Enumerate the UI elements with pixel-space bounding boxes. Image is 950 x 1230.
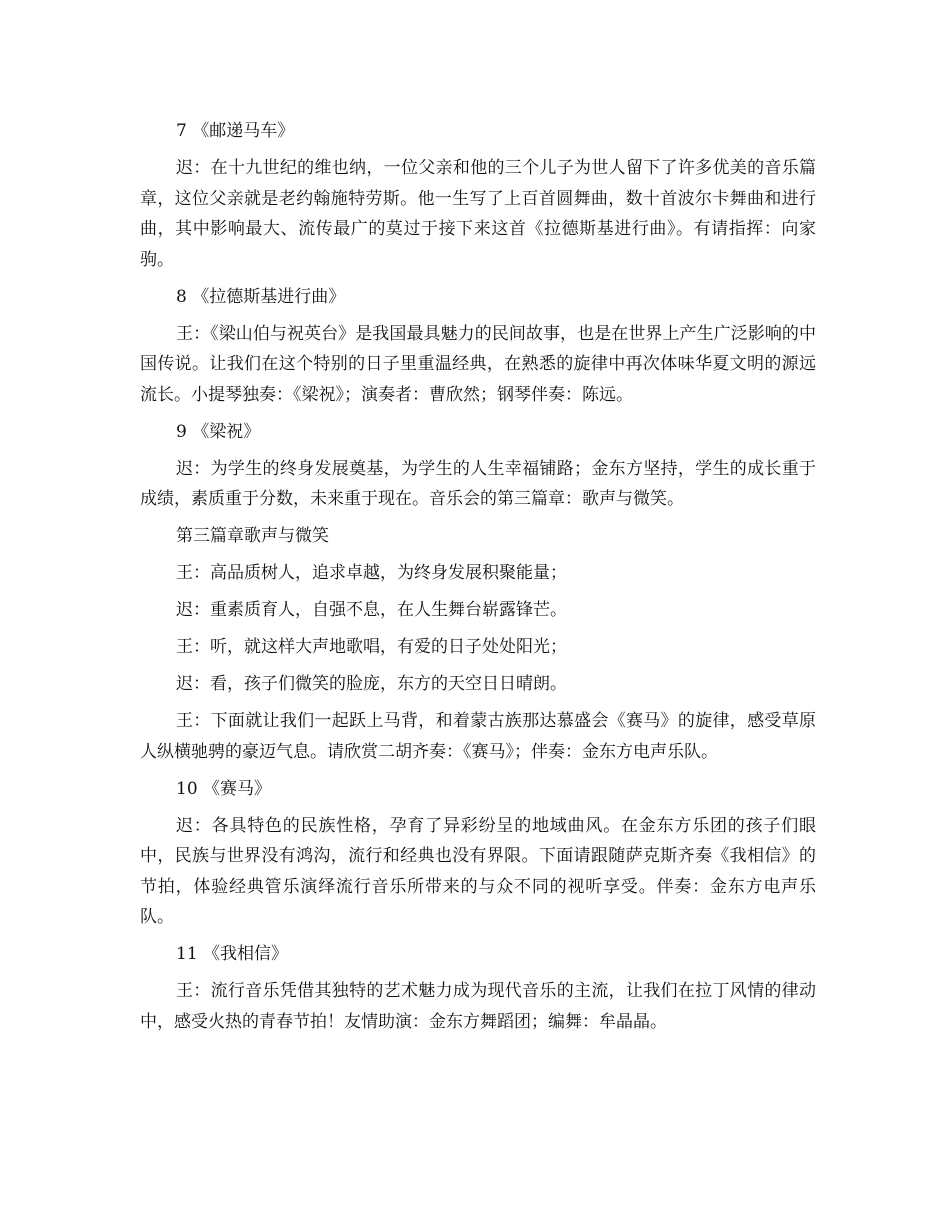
program-item-heading: 9 《梁祝》	[176, 421, 261, 442]
host-dialogue: 迟：为学生的终身发展奠基，为学生的人生幸福铺路；金东方坚持，学生的成长重于成绩，素质重于分数，未来重于现在。音乐会的第三篇章：歌声与微笑。	[140, 458, 816, 509]
host-dialogue: 迟：重素质育人，自强不息，在人生舞台崭露锋芒。	[176, 600, 567, 620]
host-dialogue: 迟：各具特色的民族性格，孕育了异彩纷呈的地域曲风。在金东方乐团的孩子们眼中，民族与世界没有鸿沟，流行和经典也没有界限。下面请跟随萨克斯齐奏《我相信》的节拍，体验经典管乐演绎流行音乐所带来的与众不同的视听享受。伴奏：金东方电声乐队。	[140, 815, 816, 927]
program-item-heading: 7 《邮递马车》	[176, 121, 295, 141]
document-body	[140, 116, 816, 1044]
host-dialogue: 迟：看，孩子们微笑的脸庞，东方的天空日日晴朗。	[176, 674, 567, 694]
host-dialogue: 王：高品质树人，追求卓越，为终身发展积聚能量；	[176, 563, 567, 583]
host-dialogue: 王：听，就这样大声地歌唱，有爱的日子处处阳光；	[176, 637, 567, 657]
host-dialogue: 王：下面就让我们一起跃上马背，和着蒙古族那达慕盛会《赛马》的旋律，感受草原人纵横驰骋的豪迈气息。请欣赏二胡齐奏：《赛马》；伴奏：金东方电声乐队。	[140, 711, 816, 762]
program-item-heading: 11 《我相信》	[176, 944, 289, 964]
program-item-heading: 8 《拉德斯基进行曲》	[176, 286, 346, 307]
host-dialogue: 迟：在十九世纪的维也纳，一位父亲和他的三个儿子为世人留下了许多优美的音乐篇章，这位父亲就是老约翰施特劳斯。他一生写了上百首圆舞曲，数十首波尔卡舞曲和进行曲，其中影响最大、流传最广的莫过于接下来这首《拉德斯基进行曲》。有请指挥：向家驹。	[140, 158, 816, 270]
program-item-heading: 10 《赛马》	[176, 778, 272, 799]
chapter-heading: 第三篇章歌声与微笑	[176, 526, 329, 546]
host-dialogue: 王：流行音乐凭借其独特的艺术魅力成为现代音乐的主流，让我们在拉丁风情的律动中，感受火热的青春节拍！友情助演：金东方舞蹈团；编舞：牟晶晶。	[140, 981, 816, 1032]
host-dialogue: 王：《梁山伯与祝英台》是我国最具魅力的民间故事，也是在世界上产生广泛影响的中国传说。让我们在这个特别的日子里重温经典，在熟悉的旋律中再次体味华夏文明的源远流长。小提琴独奏：《梁祝》；演奏者：曹欣然；钢琴伴奏：陈远。	[140, 323, 816, 405]
